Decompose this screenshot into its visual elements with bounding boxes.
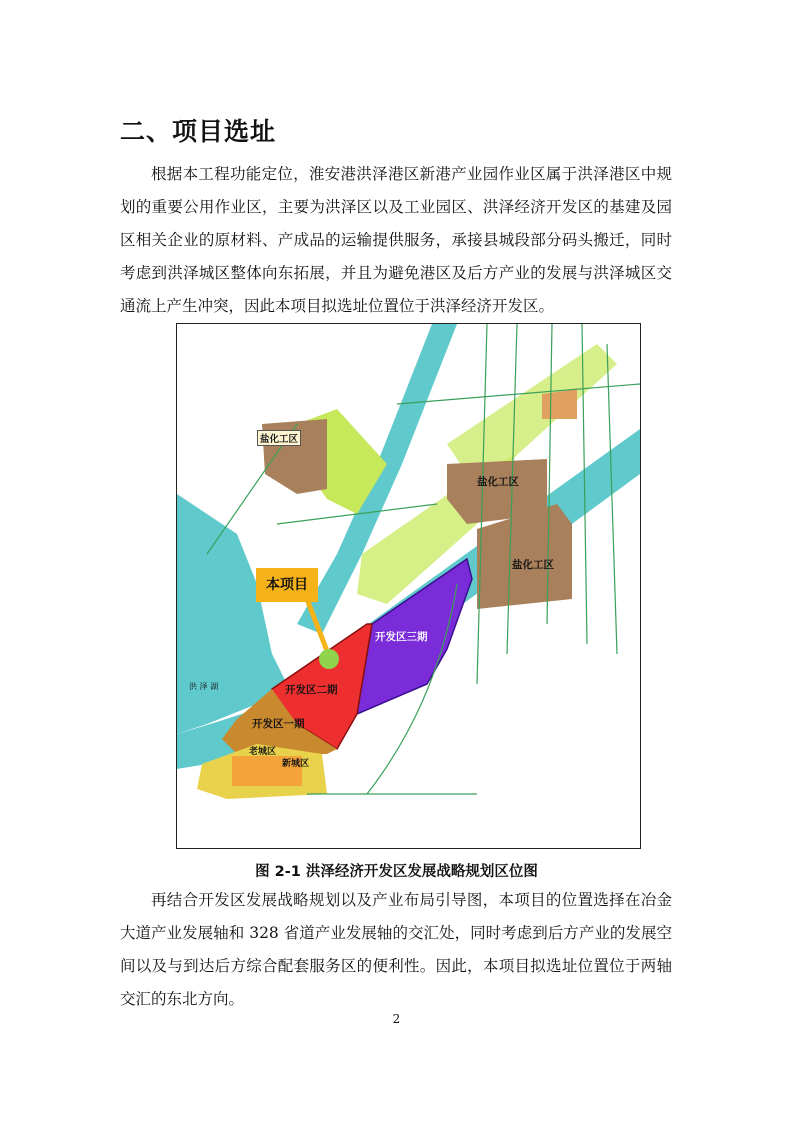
project-site-marker	[319, 649, 339, 669]
paragraph-site-choice: 再结合开发区发展战略规划以及产业布局引导图，本项目的位置选择在冶金大道产业发展轴和 328 省道产业发展轴的交汇处，同时考虑到后方产业的发展空间以及与到达后方综合配套服务区的便利性。因此，本项目拟选址位置位于两轴交汇的东北方向。	[120, 891, 672, 1008]
paragraph-site-rationale: 根据本工程功能定位，淮安港洪泽港区新港产业园作业区属于洪泽港区中规划的重要公用作业区，主要为洪泽区以及工业园区、洪泽经济开发区的基建及园区相关企业的原材料、产成品的运输提供服务，承接县城段部分码头搬迁，同时考虑到洪泽城区整体向东拓展，并且为避免港区及后方产业的发展与洪泽城区交通流上产生冲突，因此本项目拟选址位置位于洪泽经济开发区。	[120, 165, 672, 315]
industrial-small	[542, 389, 577, 419]
label-phase2: 开发区二期	[285, 684, 338, 696]
label-salt-e: 盐化工区	[512, 559, 554, 571]
map-graphic	[177, 324, 640, 848]
green-belt-ne	[447, 344, 617, 474]
label-salt-nw: 盐化工区	[257, 430, 301, 446]
project-callout: 本项目	[256, 568, 318, 602]
location-map	[176, 323, 641, 849]
label-phase3: 开发区三期	[375, 631, 428, 643]
figure-caption: 图 2-1 洪泽经济开发区发展战略规划区位图	[255, 864, 538, 880]
page-number: 2	[392, 1012, 401, 1026]
label-lake: 洪 泽 湖	[189, 682, 219, 691]
label-new-town: 新城区	[282, 759, 310, 769]
label-salt-ne: 盐化工区	[477, 476, 519, 488]
label-old-town: 老城区	[249, 747, 277, 757]
section-heading: 二、项目选址	[120, 117, 277, 146]
label-phase1: 开发区一期	[252, 718, 305, 730]
